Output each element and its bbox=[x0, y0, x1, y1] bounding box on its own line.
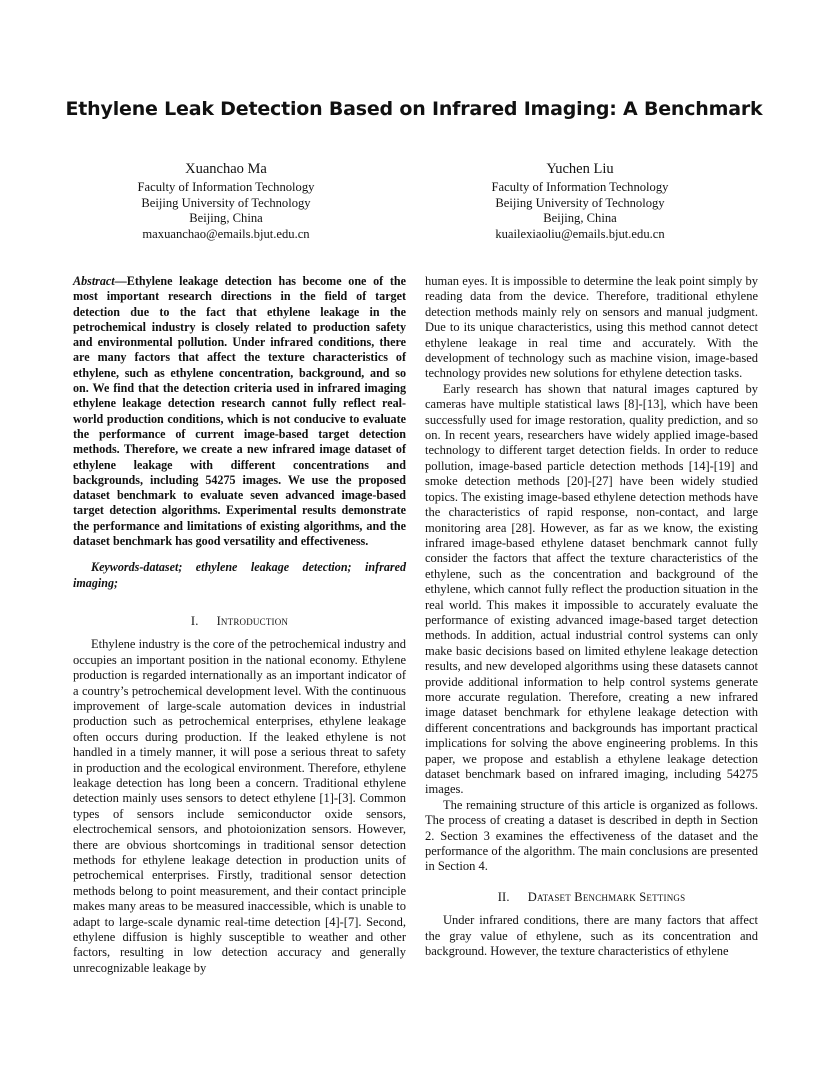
body-paragraph: Ethylene industry is the core of the petrochemical industry and occupies an important position in the national economy. Ethylene production is regarded internationally as an important indicator of a country’s petrochemical development level. With the continuous improvement of large-scale automation devices in industrial production such as petrochemical enterprises, ethylene leakage often occurs during production. If the leaked ethylene is not handled in a timely manner, it will pose a serious threat to safety in production and the ecological environment. Therefore, ethylene leakage detection has long been a concern. Traditional ethylene detection mainly uses sensors to detect ethylene [1]-[3]. Common types of sensors include semiconductor oxide sensors, electrochemical sensors, and photoionization sensors. However, there are obvious shortcomings in traditional sensor detection methods for ethylene leakage detection in production units of petrochemical enterprises. Firstly, traditional sensor detection methods belong to point measurement, and their contact principle makes many areas to be measured inaccessible, which is unable to adapt to large-scale dynamic real-time detection [4]-[7]. Second, ethylene diffusion is highly susceptible to weather and other factors, resulting in low detection accuracy and generally unrecognizable leakage by bbox=[73, 637, 406, 975]
abstract-text: —Ethylene leakage detection has become one of the most important research directions in the field of target detection due to the fact that ethylene leakage in the petrochemical industry is closely related to production safety and environmental pollution. Under infrared conditions, there are many factors that affect the texture characteristics of ethylene, such as ethylene concentration, background, and so on. We find that the detection criteria used in infrared imaging ethylene leakage detection research cannot fully reflect real-world production conditions, which is not conducive to evaluate the performance of current image-based target detection methods. Therefore, we create a new infrared image dataset of ethylene leakage with different concentrations and backgrounds, including 54275 images. We use the proposed dataset benchmark to evaluate seven advanced image-based target detection algorithms. Experimental results demonstrate the performance and limitations of existing algorithms, and the dataset benchmark has good versatility and effectiveness. bbox=[73, 274, 406, 549]
section-title: Dataset Benchmark Settings bbox=[527, 889, 686, 904]
author-email: kuailexiaoliu@emails.bjut.edu.cn bbox=[495, 226, 665, 241]
author-block bbox=[76, 159, 376, 242]
author-location: Beijing, China bbox=[189, 211, 263, 225]
section-heading bbox=[73, 614, 406, 629]
right-column bbox=[425, 274, 758, 959]
abstract bbox=[73, 274, 406, 549]
body-paragraph: The remaining structure of this article is organized as follows. The process of creating a dataset is described in depth in Section 2. Section 3 examines the effectiveness of the dataset and the performance of the algorithm. The main conclusions are presented in Section 4. bbox=[425, 797, 758, 874]
left-column bbox=[73, 274, 406, 976]
author-university: Beijing University of Technology bbox=[141, 195, 311, 210]
author-affiliation: Faculty of Information Technology bbox=[137, 180, 315, 194]
author-block bbox=[430, 159, 730, 242]
body-paragraph: Under infrared conditions, there are many factors that affect the gray value of ethylene, such as its concentration and background. However, the texture characteristics of ethylene bbox=[425, 913, 758, 959]
section-number: II. bbox=[497, 889, 510, 904]
author-name: Xuanchao Ma bbox=[185, 161, 267, 177]
author-affiliation: Faculty of Information Technology bbox=[491, 180, 669, 194]
author-name: Yuchen Liu bbox=[546, 161, 614, 177]
paper-title: Ethylene Leak Detection Based on Infrared Imaging: A Benchmark bbox=[65, 98, 763, 120]
section-heading bbox=[425, 890, 758, 905]
author-location: Beijing, China bbox=[543, 211, 617, 225]
body-paragraph: human eyes. It is impossible to determine the leak point simply by reading data from the device. Therefore, traditional ethylene detection methods mainly rely on sensors and manual judgment. Due to its unique characteristics, using this method cannot detect ethylene leakage in real time and accurately. With the development of technology such as machine vision, image-based technology provides new solutions for ethylene detection tasks. bbox=[425, 274, 758, 381]
author-university: Beijing University of Technology bbox=[495, 195, 665, 210]
body-paragraph: Early research has shown that natural images captured by cameras have multiple statistical laws [8]-[13], which have been successfully used for image restoration, quality prediction, and so on. In recent years, researchers have widely applied image-based technology to different target detection fields. In order to reduce pollution, image-based particle detection methods [14]-[19] and smoke detection methods [20]-[27] have been widely studied topics. The existing image-based ethylene detection methods have the characteristics of rapid response, non-contact, and large monitoring area [28]. However, as far as we know, the existing infrared image-based ethylene dataset benchmark cannot fully consider the factors that affect the texture characteristics of the ethylene, such as the concentration and background of the ethylene, which cannot fully reflect the production situation in the real world. This makes it impossible to accurately evaluate the performance of existing advanced image-based target detection methods. In addition, actual industrial control systems can only make basic decisions based on limited ethylene leakage detection results, and new developed algorithms using these datasets cannot provide additional information to help control systems generate more accurate regulation. Therefore, creating a new infrared image dataset benchmark for ethylene leakage detection with different concentrations and backgrounds has important practical implications for solving the above engineering problems. In this paper, we propose and establish a ethylene leakage detection dataset benchmark based on infrared imaging, including 54275 images. bbox=[425, 381, 758, 797]
section-title: Introduction bbox=[216, 613, 289, 628]
author-email: maxuanchao@emails.bjut.edu.cn bbox=[142, 226, 310, 241]
abstract-label: Abstract bbox=[73, 274, 115, 288]
section-number: I. bbox=[190, 613, 199, 628]
keywords: Keywords-dataset; ethylene leakage detection; infrared imaging; bbox=[73, 560, 406, 590]
